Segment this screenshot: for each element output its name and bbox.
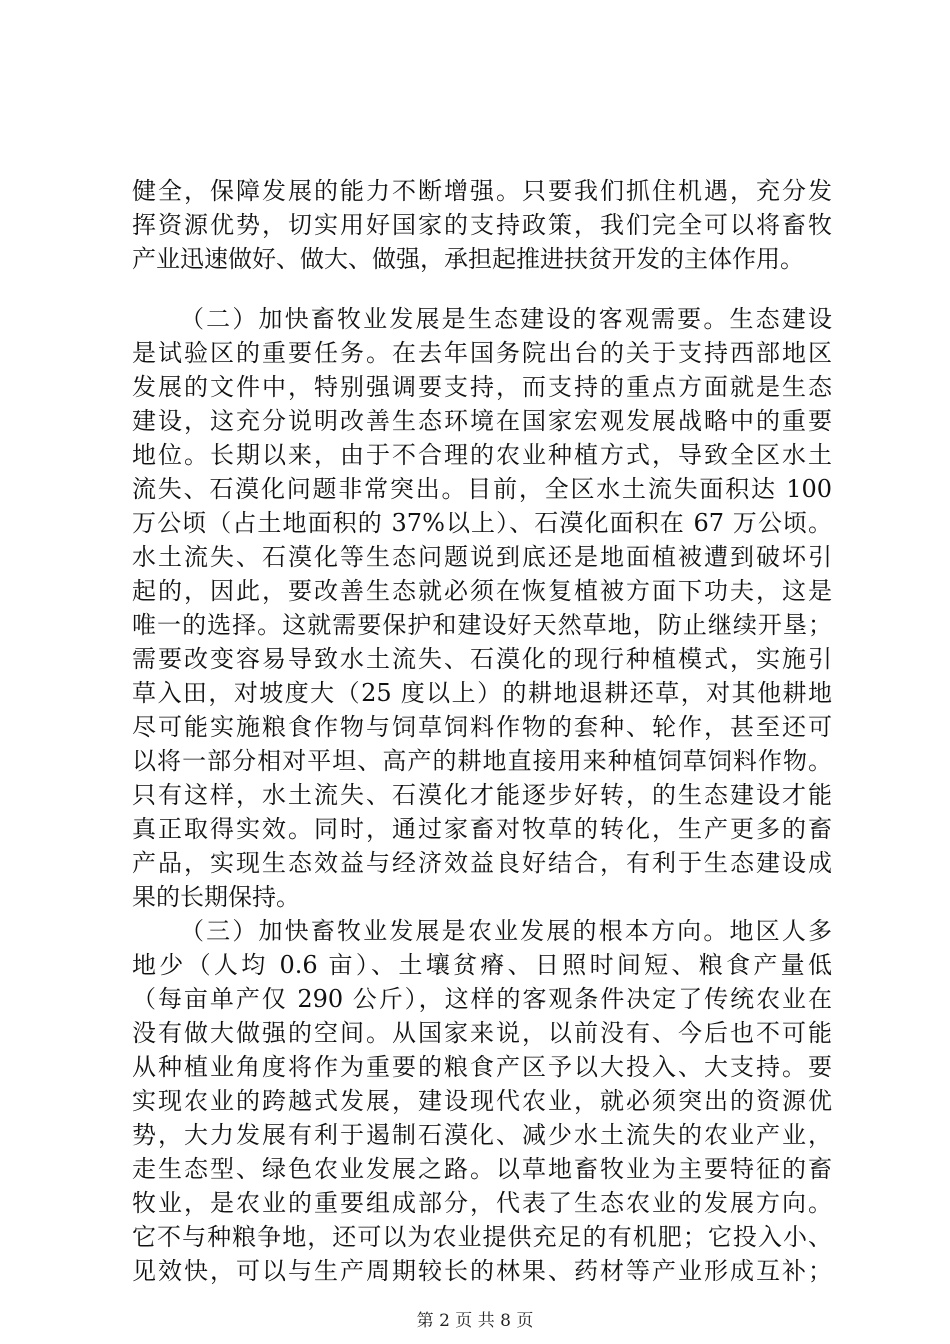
text-line: 它不与种粮争地，还可以为农业提供充足的有机肥；它投入小、 (132, 1223, 832, 1251)
text-line: 万公顷（占土地面积的 37%以上）、石漠化面积在 67 万公顷。 (132, 509, 832, 537)
text-line: 发展的文件中，特别强调要支持，而支持的重点方面就是生态 (132, 373, 832, 401)
text-line: 只有这样，水土流失、石漠化才能逐步好转，的生态建设才能 (132, 781, 832, 809)
text-line: 尽可能实施粮食作物与饲草饲料作物的套种、轮作，甚至还可 (132, 713, 832, 741)
text-line: 建设，这充分说明改善生态环境在国家宏观发展战略中的重要 (132, 407, 832, 435)
text-line: 地位。长期以来，由于不合理的农业种植方式，导致全区水土 (132, 441, 832, 469)
text-line: 是试验区的重要任务。在去年国务院出台的关于支持西部地区 (132, 339, 832, 367)
text-line: （三）加快畜牧业发展是农业发展的根本方向。地区人多 (180, 917, 832, 945)
text-line: 见效快，可以与生产周期较长的林果、药材等产业形成互补； (132, 1257, 832, 1285)
text-line: 实现农业的跨越式发展，建设现代农业，就必须突出的资源优 (132, 1087, 832, 1115)
text-line: 唯一的选择。这就需要保护和建设好天然草地，防止继续开垦； (132, 611, 832, 639)
text-line: 势，大力发展有利于遏制石漠化、减少水土流失的农业产业， (132, 1121, 832, 1149)
text-line: 挥资源优势，切实用好国家的支持政策，我们完全可以将畜牧 (132, 211, 832, 239)
text-line: 以将一部分相对平坦、高产的耕地直接用来种植饲草饲料作物。 (132, 747, 832, 775)
text-line: 果的长期保持。 (132, 883, 300, 911)
text-line: 从种植业角度将作为重要的粮食产区予以大投入、大支持。要 (132, 1053, 832, 1081)
text-line: 产业迅速做好、做大、做强，承担起推进扶贫开发的主体作用。 (132, 245, 804, 273)
page-number-footer: 第 2 页 共 8 页 (416, 1311, 534, 1331)
text-line: 草入田，对坡度大（25 度以上）的耕地退耕还草，对其他耕地 (132, 679, 832, 707)
text-line: 走生态型、绿色农业发展之路。以草地畜牧业为主要特征的畜 (132, 1155, 832, 1183)
text-line: （每亩单产仅 290 公斤），这样的客观条件决定了传统农业在 (132, 985, 832, 1013)
text-line: 真正取得实效。同时，通过家畜对牧草的转化，生产更多的畜 (132, 815, 832, 843)
text-line: （二）加快畜牧业发展是生态建设的客观需要。生态建设 (180, 305, 832, 333)
text-line: 没有做大做强的空间。从国家来说，以前没有、今后也不可能 (132, 1019, 832, 1047)
text-line: 水土流失、石漠化等生态问题说到底还是地面植被遭到破坏引 (132, 543, 832, 571)
text-line: 起的，因此，要改善生态就必须在恢复植被方面下功夫，这是 (132, 577, 832, 605)
text-line: 健全，保障发展的能力不断增强。只要我们抓住机遇，充分发 (132, 177, 832, 205)
text-line: 流失、石漠化问题非常突出。目前，全区水土流失面积达 100 (132, 475, 832, 503)
text-line: 地少（人均 0.6 亩）、土壤贫瘠、日照时间短、粮食产量低 (132, 951, 832, 979)
text-line: 需要改变容易导致水土流失、石漠化的现行种植模式，实施引 (132, 645, 832, 673)
text-line: 产品，实现生态效益与经济效益良好结合，有利于生态建设成 (132, 849, 832, 877)
text-line: 牧业，是农业的重要组成部分，代表了生态农业的发展方向。 (132, 1189, 832, 1217)
